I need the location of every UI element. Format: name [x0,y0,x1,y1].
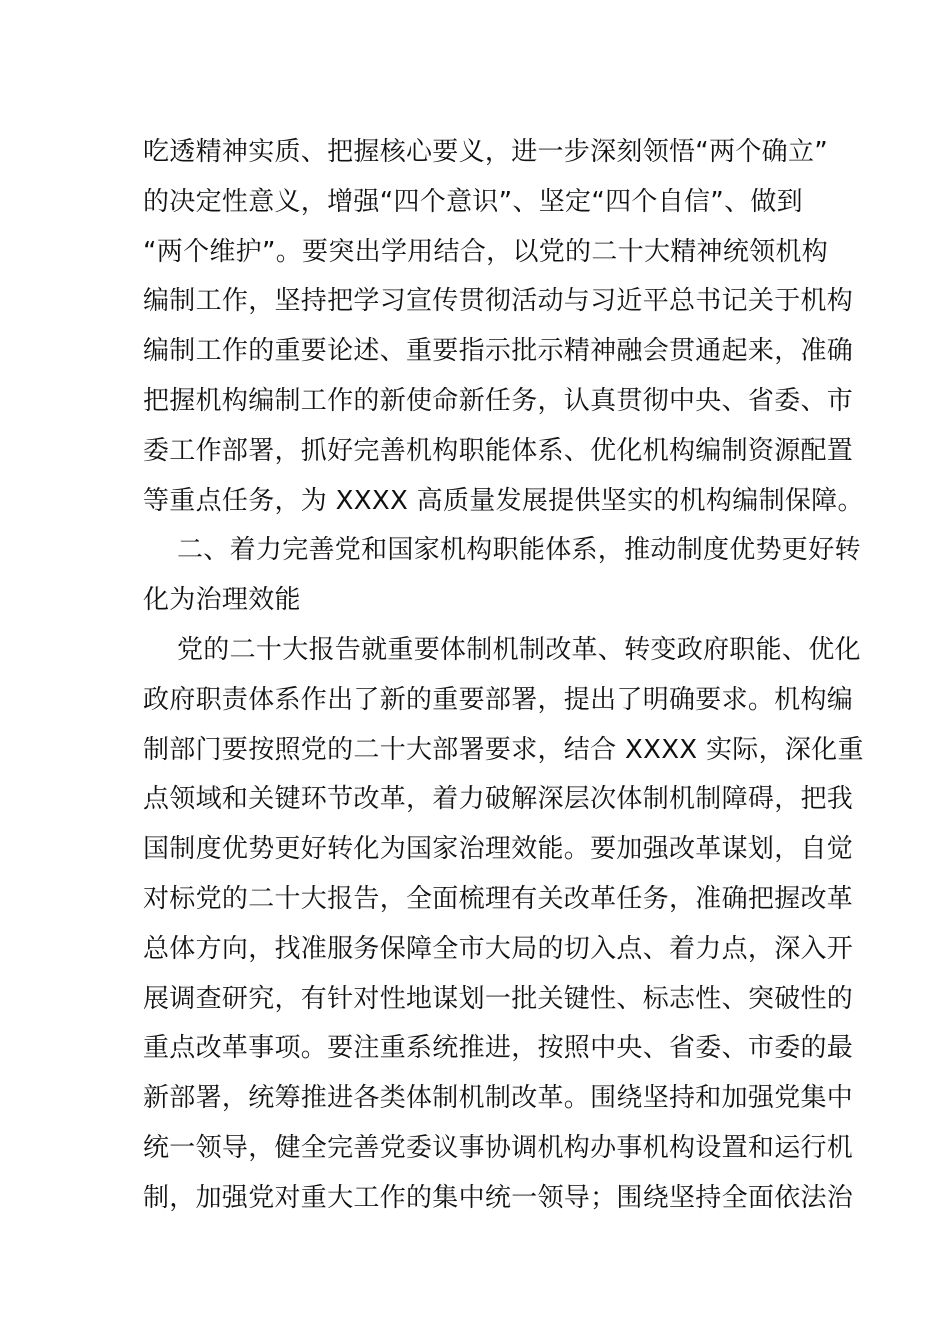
text-line: 制，加强党对重大工作的集中统一领导；围绕坚持全面依法治 [143,1182,854,1213]
text-line: 吃透精神实质、把握核心要义，进一步深刻领悟“两个确立” [143,137,829,167]
text-line: 编制工作的重要论述、重要指示批示精神融会贯通起来，准确 [143,336,854,367]
text-line: 政府职责体系作出了新的重要部署，提出了明确要求。机构编 [143,684,854,715]
section-heading [143,526,861,626]
text-line: 对标党的二十大报告，全面梳理有关改革任务，准确把握改革 [143,883,854,914]
document-body [143,128,864,1224]
paragraph [143,626,864,1224]
text-line: 新部署，统筹推进各类体制机制改革。围绕坚持和加强党集中 [143,1083,854,1114]
text-line: 把握机构编制工作的新使命新任务，认真贯彻中央、省委、市 [143,385,854,416]
text-line: 展调查研究，有针对性地谋划一批关键性、标志性、突破性的 [143,983,854,1014]
text-line: 点领域和关键环节改革，着力破解深层次体制机制障碍，把我 [143,784,854,815]
text-line: 总体方向，找准服务保障全市大局的切入点、着力点，深入开 [143,933,854,964]
heading-line: 化为治理效能 [143,585,301,616]
paragraph-continued [143,128,864,526]
heading-line: 二、着力完善党和国家机构职能体系，推动制度优势更好转 [177,535,861,566]
text-line: 编制工作，坚持把学习宣传贯彻活动与习近平总书记关于机构 [143,286,854,317]
text-line: 制部门要按照党的二十大部署要求，结合 XXXX 实际，深化重 [143,734,864,765]
text-line: “两个维护”。要突出学用结合，以党的二十大精神统领机构 [143,236,829,267]
text-line: 等重点任务，为 XXXX 高质量发展提供坚实的机构编制保障。 [143,485,864,516]
text-line: 统一领导，健全完善党委议事协调机构办事机构设置和运行机 [143,1132,854,1163]
text-line: 重点改革事项。要注重系统推进，按照中央、省委、市委的最 [143,1033,854,1064]
text-line: 国制度优势更好转化为国家治理效能。要加强改革谋划，自觉 [143,834,854,865]
text-line: 党的二十大报告就重要体制机制改革、转变政府职能、优化 [177,634,861,665]
text-line: 的决定性意义，增强“四个意识”、坚定“四个自信”、做到 [143,186,803,217]
text-line: 委工作部署，抓好完善机构职能体系、优化机构编制资源配置 [143,435,854,466]
